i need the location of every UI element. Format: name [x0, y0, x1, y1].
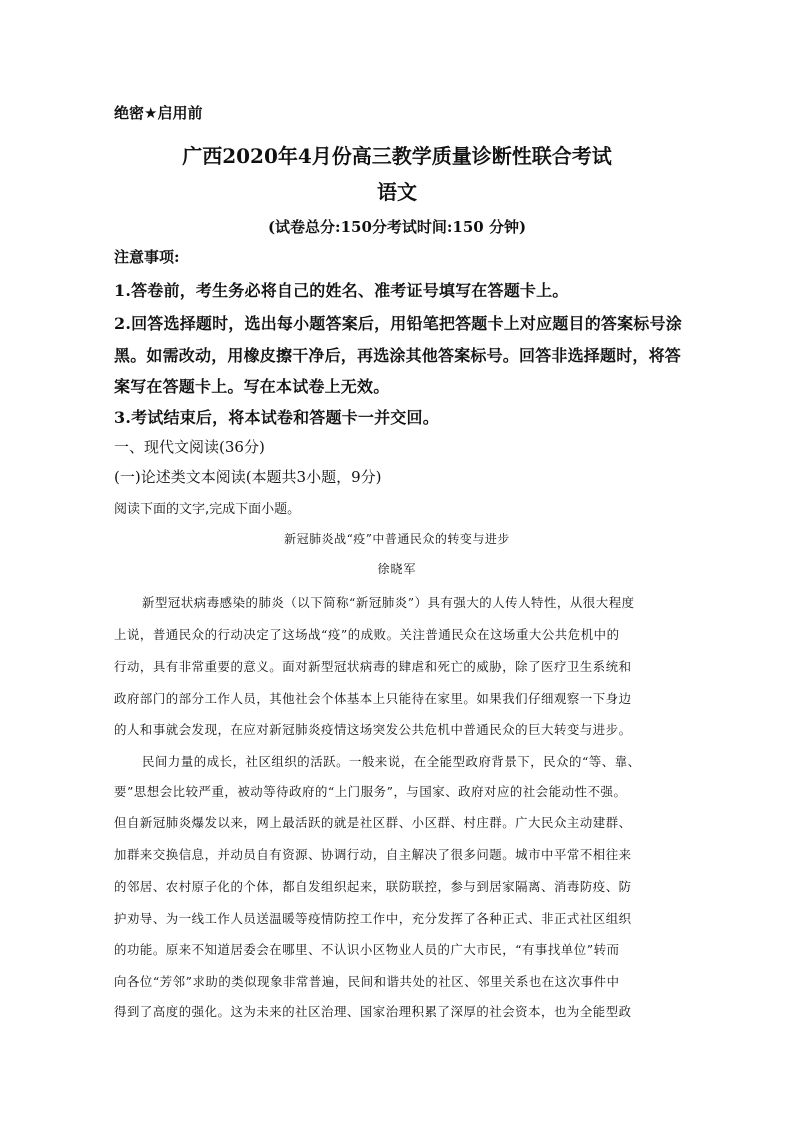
- notice-line: 3.考试结束后，将本试卷和答题卡一并交回。: [114, 408, 439, 427]
- subsection-heading: (一)论述类文本阅读(本题共3小题，9分): [114, 468, 382, 486]
- article-line: 行动，具有非常重要的意义。面对新型冠状病毒的肆虐和死亡的威胁，除了医疗卫生系统和: [114, 659, 632, 674]
- notice-line: 1.答卷前，考生务必将自己的姓名、准考证号填写在答题卡上。: [114, 281, 569, 300]
- article-line: 加群来交换信息，并动员自有资源、协调行动，自主解决了很多问题。城市中平常不相往来: [114, 847, 632, 862]
- article-line: 的人和事就会发现，在应对新冠肺炎疫情这场突发公共危机中普通民众的巨大转变与进步。: [114, 722, 632, 737]
- article-line: 民间力量的成长，社区组织的活跃。一般来说，在全能型政府背景下，民众的“等、靠、: [142, 754, 641, 769]
- notice-heading: 注意事项:: [114, 248, 180, 266]
- article-author: 徐晓军: [377, 562, 417, 576]
- section-heading: 一、现代文阅读(36分): [114, 438, 265, 456]
- article-line: 的功能。原来不知道居委会在哪里、不认识小区物业人员的广大市民，“有事找单位”转而: [114, 942, 620, 957]
- article-line: 上说，普通民众的行动决定了这场战“疫”的成败。关注普通民众在这场重大公共危机中的: [114, 627, 620, 642]
- article-line: 护劝导、为一线工作人员送温暖等疫情防控工作中，充分发挥了各种正式、非正式社区组织: [114, 911, 632, 926]
- article-title: 新冠肺炎战“疫”中普通民众的转变与进步: [284, 532, 510, 546]
- article-line: 的邻居、农村原子化的个体，都自发组织起来，联防联控，参与到居家隔离、消毒防疫、防: [114, 879, 632, 894]
- notice-line: 2.回答选择题时，选出每小题答案后，用铅笔把答题卡上对应题目的答案标号涂: [114, 314, 682, 333]
- subject-title: 语文: [377, 180, 417, 204]
- notice-line: 案写在答题卡上。写在本试卷上无效。: [114, 377, 390, 396]
- reading-instruction: 阅读下面的文字,完成下面小题。: [114, 502, 301, 517]
- article-line: 向各位“芳邻”求助的类似现象非常普遍，民间和谐共处的社区、邻里关系也在这次事件中: [114, 974, 620, 989]
- article-line: 政府部门的部分工作人员，其他社会个体基本上只能待在家里。如果我们仔细观察一下身边: [114, 691, 632, 706]
- notice-line: 黑。如需改动，用橡皮擦干净后，再选涂其他答案标号。回答非选择题时，将答: [114, 346, 682, 365]
- exam-meta: (试卷总分:150分考试时间:150 分钟): [267, 218, 527, 236]
- article-line: 要”思想会比较严重，被动等待政府的“上门服务”，与国家、政府对应的社会能动性不强。: [114, 784, 627, 799]
- exam-title: 广西2020年4月份高三教学质量诊断性联合考试: [182, 144, 612, 168]
- confidential-label: 绝密★启用前: [114, 104, 203, 122]
- article-line: 得到了高度的强化。这为未来的社区治理、国家治理积累了深厚的社会资本，也为全能型政: [114, 1004, 632, 1019]
- article-line: 新型冠状病毒感染的肺炎（以下简称“新冠肺炎”）具有强大的人传人特性，从很大程度: [142, 595, 635, 610]
- article-line: 但自新冠肺炎爆发以来，网上最活跃的就是社区群、小区群、村庄群。广大民众主动建群、: [114, 815, 632, 830]
